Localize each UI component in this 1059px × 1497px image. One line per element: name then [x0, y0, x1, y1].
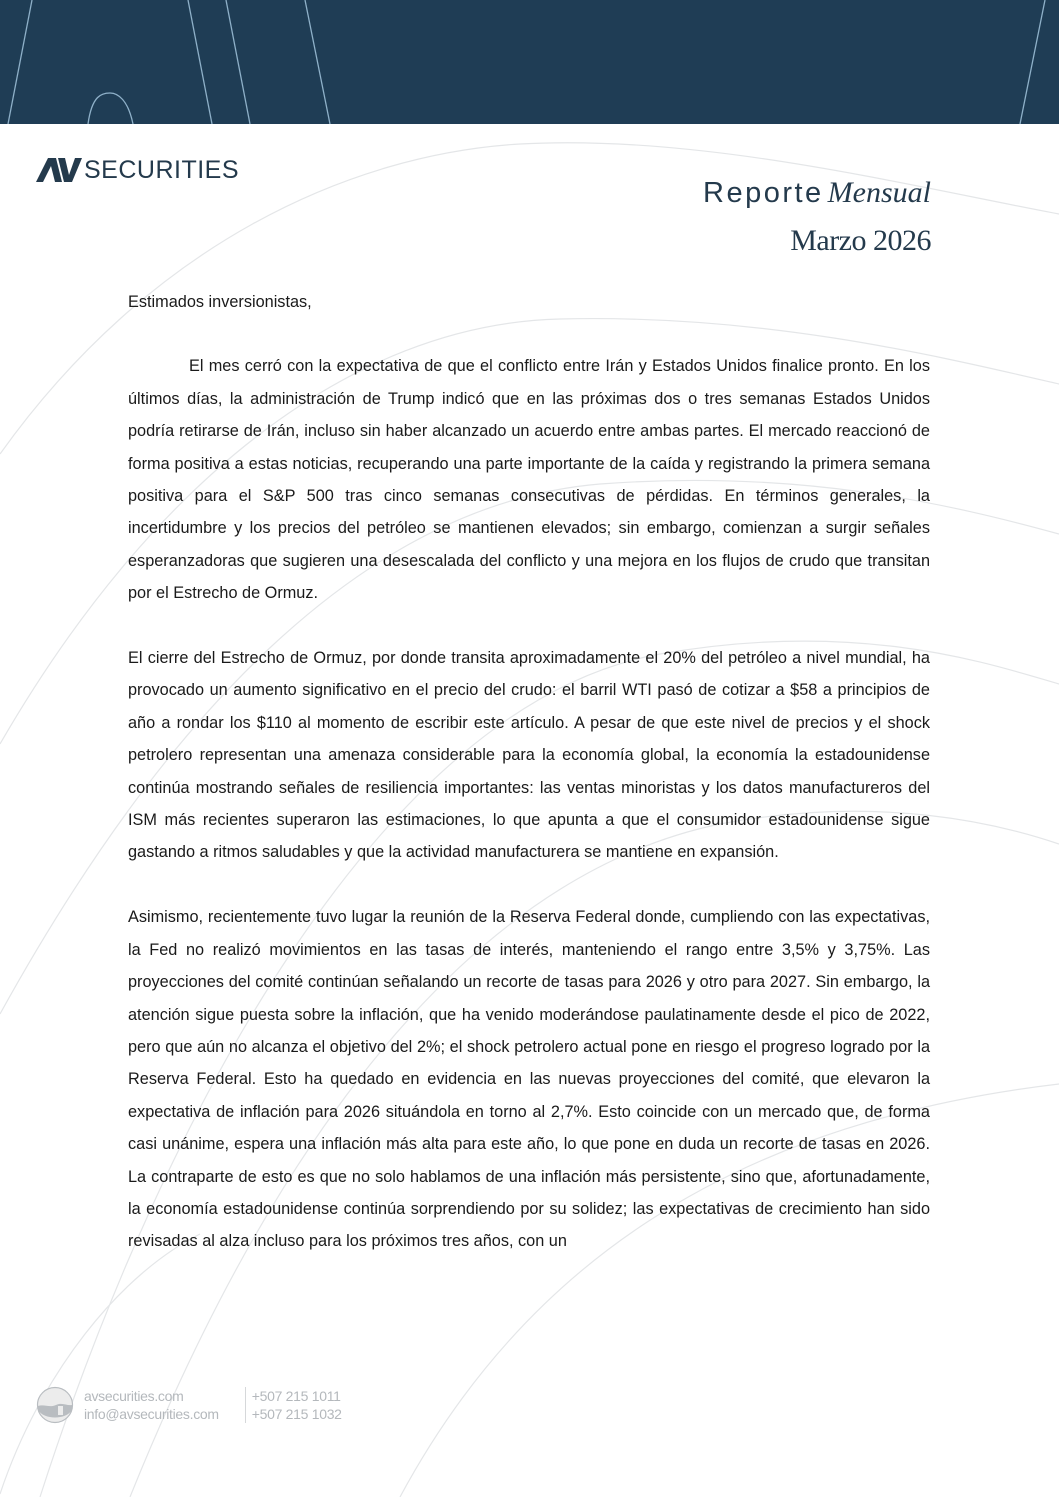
phone-1[interactable]: +507 215 1011 — [251, 1388, 341, 1404]
footer-phone-contact — [252, 1387, 342, 1423]
paragraph-1: El mes cerró con la expectativa de que el conflicto entre Irán y Estados Unidos finalice pronto. En los últimos días, la administración de Trump indicó que en las próximas dos o tres semanas Estados Unidos podría retirarse de Irán, incluso sin haber alcanzado un acuerdo entre ambas partes. El mercado reaccionó de forma positiva a estas noticias, recuperando una parte importante de la caída y registrando la primera semana positiva para el S&P 500 tras cinco semanas consecutivas de pérdidas. En términos generales, la incertidumbre y los precios del petróleo se mantienen elevados; sin embargo, comienzan a surgir señales esperanzadoras que sugieren una desescalada del conflicto y una mejora en los flujos de crudo que transitan por el Estrecho de Ormuz. — [128, 357, 930, 603]
letter-body — [128, 286, 930, 1290]
paragraph-2: El cierre del Estrecho de Ormuz, por donde transita aproximadamente el 20% del petróleo a nivel mundial, ha provocado un aumento significativo en el precio del crudo: el barril WTI pasó de cotizar a $58 a principios de año a rondar los $110 al momento de escribir este artículo. A pesar de que este nivel de precios y el shock petrolero representan una amenaza considerable para la economía global, la economía la estadounidense continúa mostrando señales de resiliencia importantes: las ventas minoristas y los datos manufactureros del ISM más recientes superaron las estimaciones, lo que apunta a que el consumidor estadounidense sigue gastando a ritmos saludables y que la actividad manufacturera se mantiene en expansión. — [128, 649, 930, 862]
footer-divider — [245, 1387, 246, 1423]
logo-wordmark: SECURITIES — [84, 155, 240, 184]
banner-decoration — [0, 0, 1059, 124]
report-title-block — [703, 178, 931, 258]
email-link[interactable]: info@avsecurities.com — [84, 1406, 219, 1422]
phone-2[interactable]: +507 215 1032 — [251, 1406, 342, 1422]
report-title-word: Reporte — [703, 177, 824, 209]
report-title — [703, 178, 931, 208]
footer-web-contact — [84, 1387, 219, 1423]
av-logo-icon — [36, 158, 82, 182]
report-date: Marzo 2026 — [790, 224, 931, 257]
header-banner — [0, 0, 1059, 124]
globe-logo-icon — [36, 1386, 74, 1424]
footer-contact — [36, 1386, 342, 1424]
paragraph-3: Asimismo, recientemente tuvo lugar la reunión de la Reserva Federal donde, cumpliendo con las expectativas, la Fed no realizó movimientos en las tasas de interés, manteniendo el rango entre 3,5% y 3,75%. Las proyecciones del comité continúan señalando un recorte de tasas para 2026 y otro para 2027. Sin embargo, la atención sigue puesta sobre la inflación, que ha venido moderándose paulatinamente desde el pico de 2022, pero que aún no alcanza el objetivo del 2%; el shock petrolero actual pone en riesgo el progreso logrado por la Reserva Federal. Esto ha quedado en evidencia en las nuevas proyecciones del comité, que elevaron la expectativa de inflación para 2026 situándola en torno al 2,7%. Esto coincide con un mercado que, de forma casi unánime, espera una inflación más alta para este año, lo que pone en duda un recorte de tasas en 2026. La contraparte de esto es que no solo hablamos de una inflación más persistente, sino que, afortunadamente, la economía estadounidense continúa sorprendiendo por su solidez; las expectativas de crecimiento han sido revisadas al alza incluso para los próximos tres años, con un — [128, 908, 930, 1251]
report-title-italic-word: Mensual — [827, 176, 931, 209]
company-logo — [36, 156, 239, 184]
website-link[interactable]: avsecurities.com — [84, 1388, 184, 1404]
salutation: Estimados inversionistas, — [128, 293, 312, 311]
